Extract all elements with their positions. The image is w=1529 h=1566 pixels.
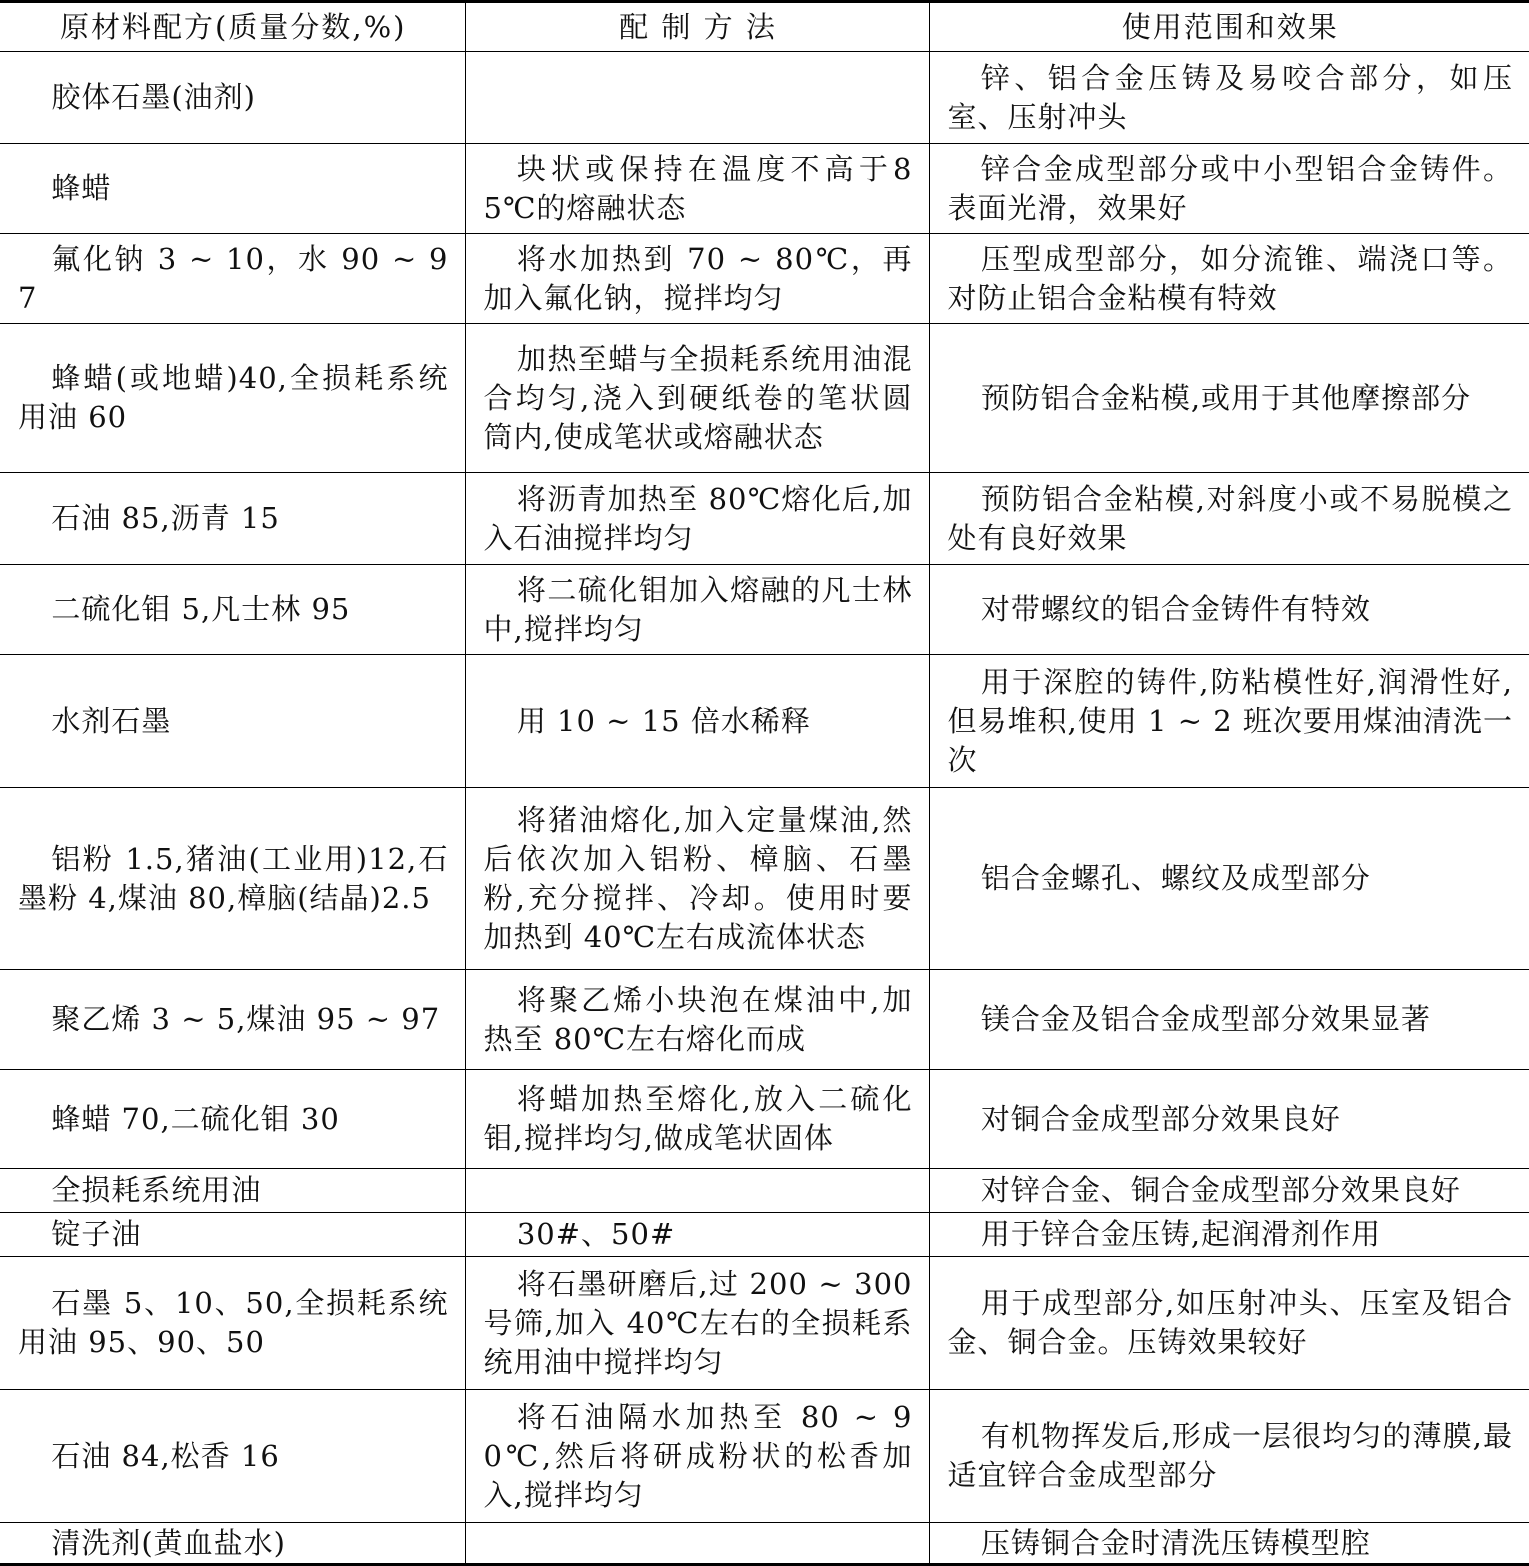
method-cell <box>465 324 929 473</box>
method-cell <box>465 565 929 655</box>
table-body <box>0 52 1529 1565</box>
header-formula: 原材料配方(质量分数,%) <box>0 2 465 52</box>
usage-cell <box>929 234 1529 324</box>
formula-cell <box>0 970 465 1070</box>
method-cell-text: 加热至蜡与全损耗系统用油混合均匀,浇入到硬纸卷的笔状圆筒内,使成笔状或熔融状态 <box>483 341 913 454</box>
formula-cell-text: 胶体石墨(油剂) <box>51 80 256 114</box>
formula-cell-text: 石油 84,松香 16 <box>51 1438 280 1473</box>
formula-cell <box>0 52 465 144</box>
table-header-row <box>0 2 1529 52</box>
usage-cell <box>929 1257 1529 1390</box>
table-row <box>0 1213 1529 1257</box>
usage-cell-text: 镁合金及铝合金成型部分效果显著 <box>980 1002 1431 1036</box>
method-cell <box>465 52 929 144</box>
formula-cell-text: 二硫化钼 5,凡士林 95 <box>51 592 351 626</box>
formula-cell-text: 锭子油 <box>51 1217 142 1251</box>
formula-cell <box>0 565 465 655</box>
usage-cell-text: 对锌合金、铜合金成型部分效果良好 <box>980 1173 1461 1207</box>
usage-cell <box>929 655 1529 788</box>
method-cell <box>465 655 929 788</box>
formula-cell-text: 石油 85,沥青 15 <box>51 501 280 535</box>
method-cell <box>465 970 929 1070</box>
usage-cell-text: 预防铝合金粘模,或用于其他摩擦部分 <box>980 380 1472 415</box>
usage-cell-text: 锌、铝合金压铸及易咬合部分，如压室、压射冲头 <box>947 60 1513 134</box>
usage-cell <box>929 1169 1529 1213</box>
usage-cell-text: 铝合金螺孔、螺纹及成型部分 <box>980 861 1371 895</box>
table-row <box>0 234 1529 324</box>
formula-cell <box>0 234 465 324</box>
usage-cell-text: 压型成型部分，如分流锥、端浇口等。对防止铝合金粘模有特效 <box>947 241 1513 315</box>
usage-cell <box>929 970 1529 1070</box>
formula-cell-text: 水剂石墨 <box>51 703 172 738</box>
formula-cell <box>0 1257 465 1390</box>
table-row <box>0 655 1529 788</box>
usage-cell <box>929 788 1529 970</box>
method-cell-text: 将水加热到 70 ~ 80℃，再加入氟化钠，搅拌均匀 <box>483 241 913 315</box>
formula-cell <box>0 1523 465 1565</box>
method-cell <box>465 1070 929 1169</box>
usage-cell <box>929 144 1529 234</box>
usage-cell-text: 用于成型部分,如压射冲头、压室及铝合金、铜合金。压铸效果较好 <box>947 1286 1513 1359</box>
method-cell-text: 将聚乙烯小块泡在煤油中,加热至 80℃左右熔化而成 <box>483 982 913 1056</box>
formula-cell-text: 氟化钠 3 ~ 10，水 90 ~ 97 <box>18 241 449 315</box>
formula-cell <box>0 655 465 788</box>
usage-cell-text: 对铜合金成型部分效果良好 <box>980 1101 1341 1136</box>
table-row <box>0 1070 1529 1169</box>
method-cell-text: 将石油隔水加热至 80 ~ 90℃,然后将研成粉状的松香加入,搅拌均匀 <box>483 1399 913 1512</box>
formula-cell-text: 聚乙烯 3 ~ 5,煤油 95 ~ 97 <box>51 1002 441 1036</box>
table-row <box>0 565 1529 655</box>
usage-cell <box>929 1390 1529 1523</box>
table-row <box>0 1390 1529 1523</box>
usage-cell <box>929 473 1529 565</box>
table-row <box>0 52 1529 144</box>
table-row <box>0 473 1529 565</box>
header-method: 配 制 方 法 <box>465 2 929 52</box>
table-row <box>0 1523 1529 1565</box>
formula-cell-text: 清洗剂(黄血盐水) <box>51 1525 286 1560</box>
method-cell-text: 将沥青加热至 80℃熔化后,加入石油搅拌均匀 <box>483 481 913 555</box>
method-cell <box>465 1390 929 1523</box>
usage-cell-text: 用于锌合金压铸,起润滑剂作用 <box>980 1217 1382 1251</box>
usage-cell-text: 锌合金成型部分或中小型铝合金铸件。表面光滑，效果好 <box>947 151 1513 225</box>
method-cell <box>465 144 929 234</box>
formula-cell <box>0 1070 465 1169</box>
formula-cell-text: 蜂蜡(或地蜡)40,全损耗系统用油 60 <box>18 361 449 434</box>
table-row <box>0 1169 1529 1213</box>
table-row <box>0 970 1529 1070</box>
method-cell <box>465 788 929 970</box>
method-cell <box>465 234 929 324</box>
table-row <box>0 788 1529 970</box>
method-cell <box>465 473 929 565</box>
method-cell <box>465 1169 929 1213</box>
formula-cell-text: 蜂蜡 70,二硫化钼 30 <box>51 1101 340 1136</box>
usage-cell-text: 对带螺纹的铝合金铸件有特效 <box>980 592 1371 626</box>
formula-cell <box>0 324 465 473</box>
method-cell-text: 将二硫化钼加入熔融的凡士林中,搅拌均匀 <box>483 572 913 646</box>
usage-cell <box>929 1070 1529 1169</box>
table-row <box>0 324 1529 473</box>
usage-cell <box>929 324 1529 473</box>
formula-cell <box>0 1213 465 1257</box>
header-usage: 使用范围和效果 <box>929 2 1529 52</box>
method-cell <box>465 1257 929 1390</box>
formula-cell <box>0 144 465 234</box>
formula-cell <box>0 1390 465 1523</box>
method-cell-text: 用 10 ~ 15 倍水稀释 <box>516 703 811 738</box>
formula-cell-text: 铝粉 1.5,猪油(工业用)12,石墨粉 4,煤油 80,樟脑(结晶)2.5 <box>18 841 449 915</box>
formula-cell-text: 石墨 5、10、50,全损耗系统用油 95、90、50 <box>18 1286 449 1359</box>
formula-cell-text: 蜂蜡 <box>51 171 112 205</box>
method-cell <box>465 1213 929 1257</box>
method-cell-text: 块状或保持在温度不高于85℃的熔融状态 <box>483 151 913 225</box>
usage-cell-text: 预防铝合金粘模,对斜度小或不易脱模之处有良好效果 <box>947 481 1513 555</box>
usage-cell-text: 压铸铜合金时清洗压铸模型腔 <box>980 1525 1371 1560</box>
formula-cell <box>0 1169 465 1213</box>
method-cell-text: 将蜡加热至熔化,放入二硫化钼,搅拌均匀,做成笔状固体 <box>483 1082 913 1155</box>
usage-cell <box>929 565 1529 655</box>
method-cell <box>465 1523 929 1565</box>
formula-cell-text: 全损耗系统用油 <box>51 1173 262 1207</box>
method-cell-text: 将猪油熔化,加入定量煤油,然后依次加入铝粉、樟脑、石墨粉,充分搅拌、冷却。使用时要加热到 40℃左右成流体状态 <box>483 802 913 954</box>
method-cell-text: 将石墨研磨后,过 200 ~ 300 号筛,加入 40℃左右的全损耗系统用油中搅拌均匀 <box>483 1266 913 1379</box>
usage-cell-text: 用于深腔的铸件,防粘模性好,润滑性好,但易堆积,使用 1 ~ 2 班次要用煤油清洗一次 <box>947 664 1513 777</box>
table-row <box>0 144 1529 234</box>
formula-cell <box>0 473 465 565</box>
usage-cell <box>929 1523 1529 1565</box>
usage-cell <box>929 52 1529 144</box>
usage-cell <box>929 1213 1529 1257</box>
method-cell-text: 30#、50# <box>516 1217 676 1251</box>
table-row <box>0 1257 1529 1390</box>
usage-cell-text: 有机物挥发后,形成一层很均匀的薄膜,最适宜锌合金成型部分 <box>947 1419 1513 1492</box>
formula-cell <box>0 788 465 970</box>
